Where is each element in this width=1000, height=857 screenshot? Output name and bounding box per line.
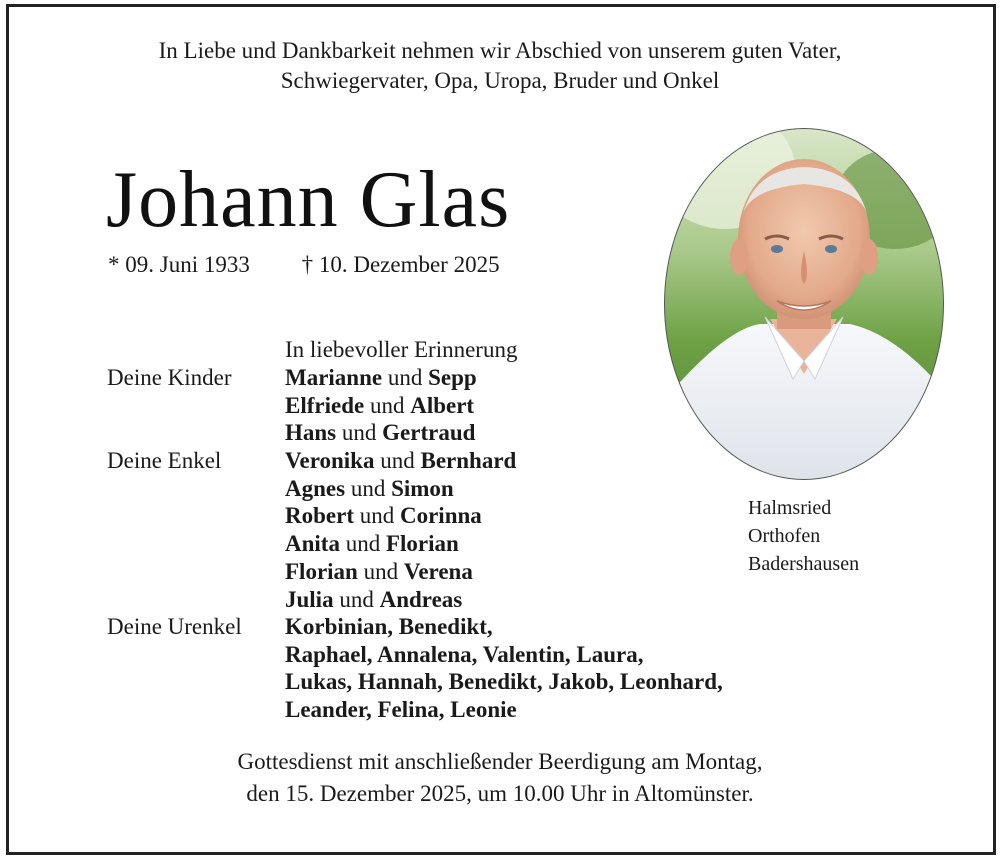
name-pair: Robert und Corinna — [285, 503, 482, 529]
name-pair: Anita und Florian — [285, 531, 459, 557]
place-item: Badershausen — [748, 553, 860, 575]
birth-date: * 09. Juni 1933 — [108, 252, 250, 277]
group-label-urenkel: Deine Urenkel — [107, 614, 242, 639]
group-names-kinder — [285, 364, 477, 447]
name-pair: Florian und Verena — [285, 558, 473, 584]
name-pair: Julia und Andreas — [285, 586, 463, 612]
name-pair: Veronika und Bernhard — [285, 448, 517, 473]
places-list — [748, 494, 859, 578]
intro-line-2: Schwiegervater, Opa, Uropa, Bruder und Onkel — [280, 68, 720, 93]
group-names-enkel — [285, 447, 516, 613]
group-label-enkel: Deine Enkel — [107, 448, 222, 473]
deceased-name: Johann Glas — [106, 156, 511, 244]
intro-text — [0, 36, 1000, 96]
name-pair: Elfriede und Albert — [285, 392, 475, 418]
remembrance-intro: In liebevoller Erinnerung — [285, 337, 518, 362]
service-line-2: den 15. Dezember 2025, um 10.00 Uhr in Altomünster. — [246, 781, 754, 806]
name-line: Korbinian, Benedikt, — [285, 614, 493, 639]
life-dates — [108, 250, 500, 280]
name-line: Lukas, Hannah, Benedikt, Jakob, Leonhard, — [285, 669, 723, 695]
name-line: Leander, Felina, Leonie — [285, 697, 517, 723]
portrait-photo-icon — [665, 129, 943, 479]
place-item: Halmsried — [748, 497, 832, 519]
intro-line-1: In Liebe und Dankbarkeit nehmen wir Abschied von unserem guten Vater, — [158, 38, 842, 63]
place-item: Orthofen — [748, 525, 821, 547]
name-pair: Agnes und Simon — [285, 475, 454, 501]
death-date: † 10. Dezember 2025 — [301, 252, 500, 277]
portrait-photo — [664, 128, 944, 480]
group-label-kinder: Deine Kinder — [107, 365, 232, 390]
service-line-1: Gottesdienst mit anschließender Beerdigung am Montag, — [237, 749, 763, 774]
service-info — [0, 746, 1000, 810]
name-pair: Hans und Gertraud — [285, 420, 476, 446]
group-names-urenkel — [285, 613, 723, 724]
name-line: Raphael, Annalena, Valentin, Laura, — [285, 641, 644, 667]
name-pair: Marianne und Sepp — [285, 365, 477, 390]
